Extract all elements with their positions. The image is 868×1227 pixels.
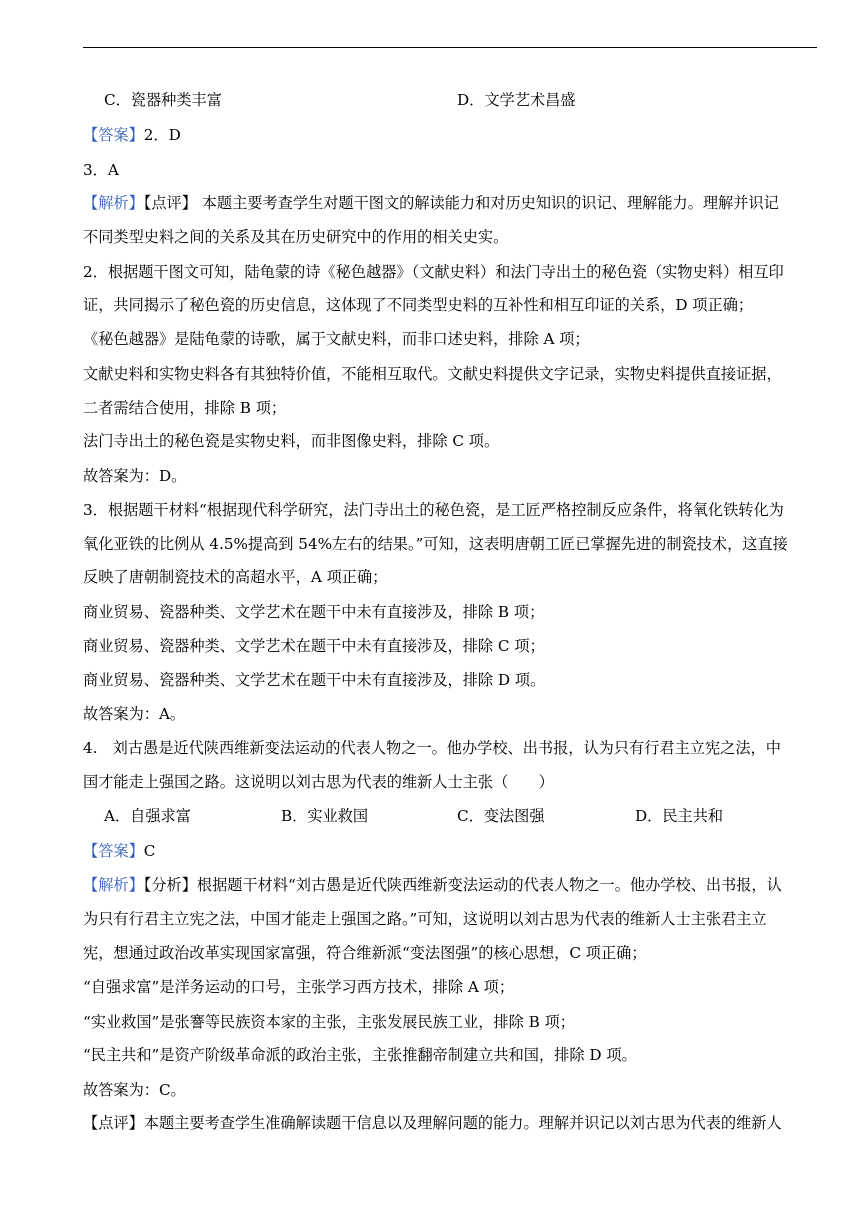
q4-answer-line (83, 841, 823, 861)
q4-option-b: B．实业救国 (281, 807, 369, 825)
option-c: C．瓷器种类丰富 (104, 91, 222, 109)
answer-tag: 【答案】 (83, 842, 144, 860)
q3-explain-line: 商业贸易、瓷器种类、文学艺术在题干中未有直接涉及，排除 C 项； (83, 637, 545, 655)
q4-review-line: 【点评】本题主要考查学生准确解读题干信息以及理解问题的能力。理解并识记以刘古思为代表的维新人 (83, 1114, 782, 1132)
q2-explain-line: 故答案为：D。 (83, 467, 187, 485)
q4-stem-line: 国才能走上强国之路。这说明以刘古思为代表的维新人士主张（ ） (83, 773, 554, 791)
analysis-line-2: 不同类型史料之间的关系及其在历史研究中的作用的相关史实。 (83, 228, 509, 246)
q4-analysis-line: 故答案为：C。 (83, 1081, 186, 1099)
q2-explain-line: 《秘色越器》是陆龟蒙的诗歌，属于文献史料，而非口述史料，排除 A 项； (83, 330, 590, 348)
q4-analysis-line: “自强求富”是洋务运动的口号，主张学习西方技术，排除 A 项； (83, 978, 515, 996)
q4-analysis-line: “实业救国”是张謇等民族资本家的主张，主张发展民族工业，排除 B 项； (83, 1013, 575, 1031)
q2-explain-line: 二者需结合使用，排除 B 项； (83, 399, 287, 417)
q4-analysis-line: 宪，想通过政治改革实现国家富强，符合维新派“变法图强”的核心思想，C 项正确； (83, 944, 647, 962)
q3-explain-line: 故答案为：A。 (83, 705, 186, 723)
analysis-tag: 【解析】 (83, 194, 144, 212)
answer-line-3: 3．A (83, 161, 119, 179)
answer-value: 2．D (143, 126, 181, 144)
q2-explain-line: 证，共同揭示了秘色瓷的历史信息，这体现了不同类型史料的互补性和相互印证的关系，D 项正确； (83, 296, 754, 314)
q2-explain-line: 2．根据题干图文可知，陆龟蒙的诗《秘色越器》（文献史料）和法门寺出土的秘色瓷（实物史料）相互印 (83, 263, 784, 281)
answer-line-2 (83, 125, 823, 145)
q2-explain-line: 法门寺出土的秘色瓷是实物史料，而非图像史料，排除 C 项。 (83, 432, 500, 450)
q4-analysis-line: 为只有行君主立宪之法，中国才能走上强国之路。”可知，这说明以刘古思为代表的维新人士主张君主立 (83, 910, 767, 928)
header-rule (83, 47, 817, 48)
analysis-tag: 【解析】 (83, 876, 144, 894)
q4-option-c: C．变法图强 (457, 807, 545, 825)
analysis-text: 【点评】 本题主要考查学生对题干图文的解读能力和对历史知识的识记、理解能力。理解并识记 (143, 194, 779, 212)
q2-explain-line: 文献史料和实物史料各有其独特价值，不能相互取代。文献史料提供文字记录，实物史料提供直接证据， (83, 365, 782, 383)
q3-explain-line: 商业贸易、瓷器种类、文学艺术在题干中未有直接涉及，排除 D 项。 (83, 671, 546, 689)
analysis-text: 【分析】根据题干材料“刘古愚是近代陕西维新变法运动的代表人物之一。他办学校、出书报，认 (143, 876, 782, 894)
answer-value: C (143, 842, 156, 860)
analysis-line-1 (83, 193, 823, 213)
option-d: D．文学艺术昌盛 (457, 91, 576, 109)
q4-analysis-line: “民主共和”是资产阶级革命派的政治主张，主张推翻帝制建立共和国，排除 D 项。 (83, 1046, 637, 1064)
q3-explain-line: 氧化亚铁的比例从 4.5%提高到 54%左右的结果。”可知，这表明唐朝工匠已掌握先进的制瓷技术，这直接 (83, 535, 788, 553)
q3-explain-line: 3．根据题干材料“根据现代科学研究，法门寺出土的秘色瓷，是工匠严格控制反应条件，将氧化铁转化为 (83, 501, 784, 519)
q4-stem-line: 4. 刘古愚是近代陕西维新变法运动的代表人物之一。他办学校、出书报，认为只有行君主立宪之法，中 (83, 739, 781, 757)
q3-explain-line: 反映了唐朝制瓷技术的高超水平，A 项正确； (83, 568, 388, 586)
q4-analysis-line (83, 875, 823, 895)
q4-option-a: A．自强求富 (104, 807, 191, 825)
q4-option-d: D．民主共和 (635, 807, 724, 825)
q3-explain-line: 商业贸易、瓷器种类、文学艺术在题干中未有直接涉及，排除 B 项； (83, 603, 545, 621)
answer-tag: 【答案】 (83, 126, 144, 144)
